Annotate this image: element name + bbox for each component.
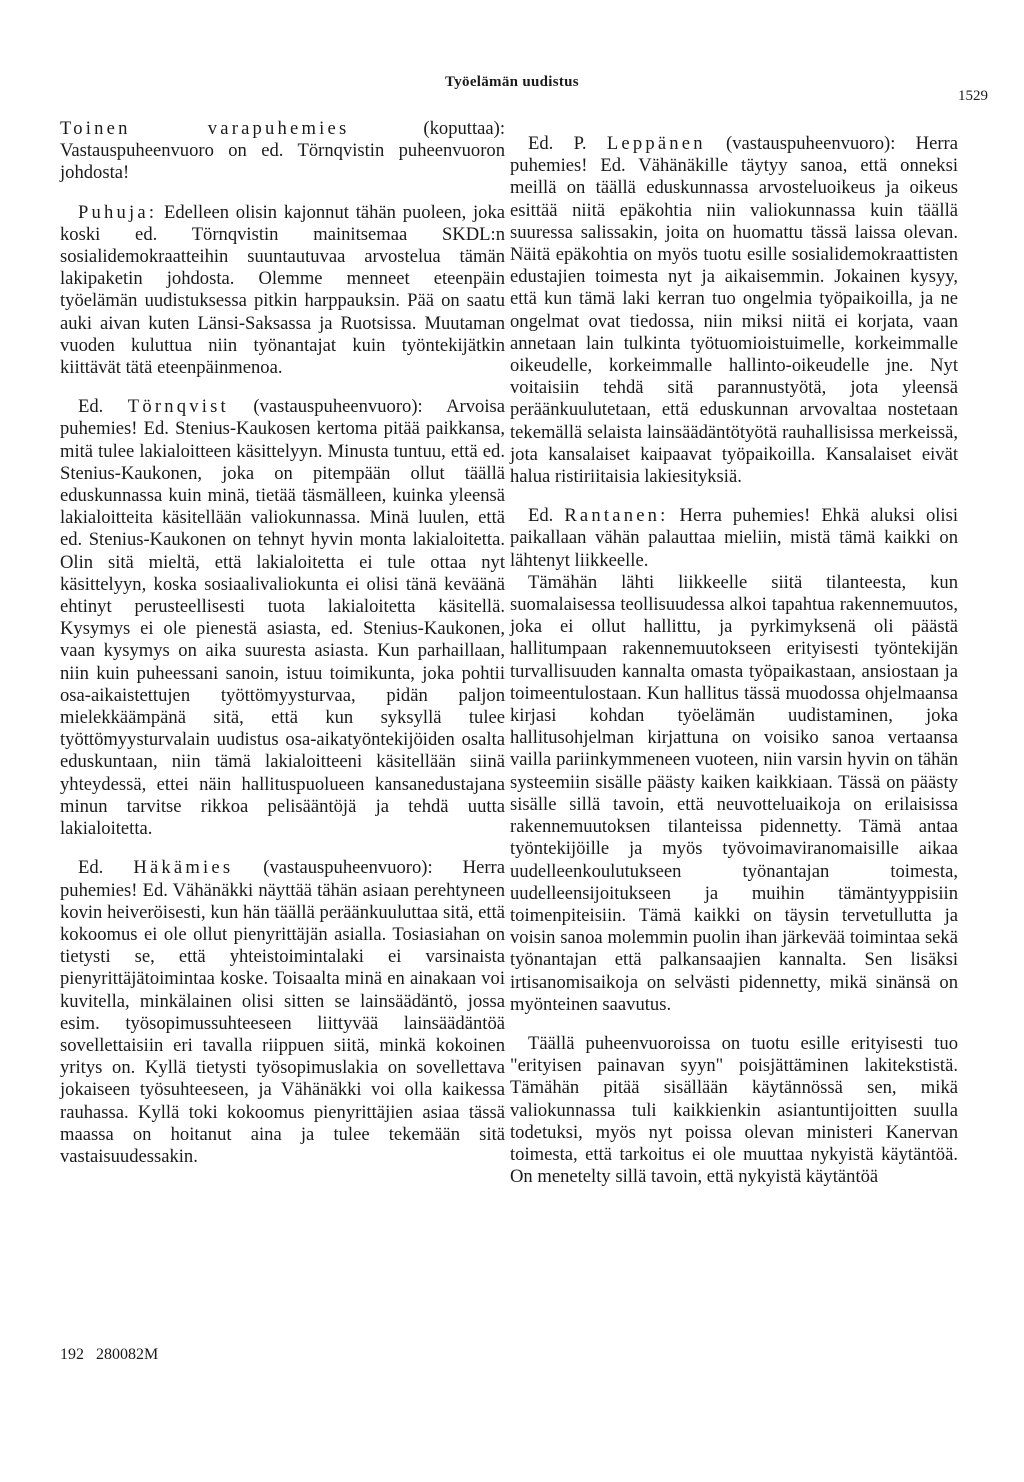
speaker-prefix: Ed. [528,505,565,527]
footer-code [60,1346,158,1364]
left-column [60,118,505,1168]
paragraph-text: (koputtaa): Vastauspuheenvuoro on ed. Törnqvistin puheenvuoron johdosta! [60,118,505,184]
paragraph [60,857,505,1168]
paragraph-text: (vastauspuheenvuoro): Herra puhemies! Ed. Vähänäkki näyttää tähän asiaan perehtyneen kovin heiveröisesti, kun hän täällä peräänkuuluttaa sitä, että kokoomus ei ole ollut pienyrittäjän asialla. Tosiasiahan on tietysti se, että yhteistoimintalaki ei varsinaista pienyrittäjätoimintaa koske. Toisaalta minä en ainakaan voi kuvitella, minkälainen olisi sitten se lainsäädäntö, jossa esim. työsopimussuhteeseen liittyvää lainsäädäntöä sovellettaisiin eri tavalla riippuen siitä, minkä kokoinen yritys on. Kyllä tietysti työsopimuslakia on sovellettava jokaiseen työsuhteeseen, ja Vähänäkki voi olla kaikessa rauhassa. Kyllä toki kokoomus pienyrittäjien asiaa tässä maassa on hoitanut aina ja tulee tekemään sitä vastaisuudessakin. [60,857,505,1167]
running-title: Työelämän uudistus [445,74,579,90]
paragraph-text: Herra puhemies! Ehkä aluksi olisi paikallaan vähän palauttaa mieliin, mistä tämä kaikki on lähtenyt liikkeelle. [510,505,958,571]
paragraph [60,118,505,185]
paragraph-text: (vastauspuheenvuoro): Arvoisa puhemies! Ed. Stenius-Kaukosen kertoma pitää paikkansa, mitä tulee lakialoitteen käsittelyyn. Minusta tuntuu, että ed. Stenius-Kaukonen, joka on pitempään ollut täällä eduskunnassa kuin minä, tietää täsmälleen, kuinka yleensä lakialoitteita käsitellään valiokunnassa. Minä luulen, että ed. Stenius-Kaukonen on tehnyt hyvin monta lakialoitetta. Olin sitä mieltä, että lakialoitetta ei tule ottaa nyt käsittelyyn, koska sosiaalivaliokunta ei olisi tänä keväänä ehtinyt perusteellisesti tuota lakialoitetta käsitellä. Kysymys ei ole pienestä asiasta, ed. Stenius-Kaukonen, vaan kysymys on aika suuresta asiasta. Kun parhaillaan, niin kuin puheessani sanoin, istuu toimikunta, joka pohtii osa-aikaistettujen työttömyysturvaa, pidän paljon mielekkäämpänä sitä, että kun syksyllä tulee työttömyysturvalain uudistus osa-aikatyöntekijöiden osalta eduskuntaan, niin tämä lakialoitteeni käsitellään siinä yhteydessä, ettei näin hallituspuolueen kansanedustajana minun tarvitse rikkoa pelisääntöjä ja tehdä uutta lakialoitetta. [60,396,505,840]
right-column [510,133,958,1188]
speaker-name: Häkämies [133,857,234,879]
speaker-name: Törnqvist [127,396,229,418]
paragraph [60,396,505,840]
paragraph [60,202,505,380]
footer-text: 192 280082M [60,1346,159,1363]
speaker-name: Rantanen: [564,505,669,527]
speaker-name: Puhuja: [78,201,158,223]
speaker-prefix: Ed. P. [528,133,607,154]
paragraph: Täällä puheenvuoroissa on tuotu esille erityisesti tuo "erityisen painavan syyn" poisjättäminen lakitekstistä. Tämähän pitää sisällään käytännössä sen, mikä valiokunnassa tuli kaikkienkin asiantuntijoitten suulla todetuksi, myös nyt poissa olevan ministeri Kanervan toimesta, että tarkoitus ei ole muuttaa nykyistä käytäntöä. On menetelty sillä tavoin, että nykyistä käytäntöä [510,1032,958,1188]
speaker-name: Leppänen [606,133,706,154]
paragraph-text: (vastauspuheenvuoro): Herra puhemies! Ed. Vähänäkille täytyy sanoa, että onneksi meillä on täällä eduskunnassa arvosteluoikeus ja oikeus esittää niitä epäkohtia niin valiokunnassa kuin täällä suuressa salissakin, joita on huomattu tässä laissa olevan. Näitä epäkohtia on myös tuotu esille sosialidemokraattisten edustajien toimesta nyt ja aikaisemmin. Jokainen kysyy, että kun tämä laki kerran tuo ongelmia työpaikoilla, ja ne ongelmat ovat tiedossa, niin miksi niitä ei korjata, vaan annetaan lain tulkinta työtuomioistuimelle, korkeimmalle oikeudelle, korkeimmalle hallinto-oikeudelle jne. Nyt voitaisiin tehdä sitä parannustyötä, jota yleensä peräänkuulutetaan, että eduskunnan arvovaltaa nostetaan tekemällä selaista lainsäädäntötyötä rauhallisissa merkeissä, jota kansalaiset kaipaavat työpaikoilla. Kansalaiset eivät halua ristiriitaisia lakiesityksiä. [510,133,958,488]
speaker-prefix: Ed. [78,857,134,879]
speaker-name: Toinen varapuhemies [60,118,350,139]
paragraph [510,133,958,488]
paragraph [510,505,958,572]
speaker-prefix: Ed. [78,396,128,418]
page-number: 1529 [958,88,988,104]
paragraph: Tämähän lähti liikkeelle siitä tilanteesta, kun suomalaisessa teollisuudessa alkoi tapahtua rakennemuutos, joka ei ollut hallittu, ja pyrkimyksenä oli päästä hallitumpaan rakennemuutokseen erityisesti työntekijän turvallisuuden kannalta omasta työpaikastaan, ansiostaan ja toimeentulostaan. Kun hallitus tässä muodossa ohjelmaansa kirjasi kohdan työelämän uudistaminen, joka hallitusohjelman kirjattuna on voisiko sanoa vertaansa vailla pariinkymmeneen vuoteen, niin varsin hyvin on tähän systeemiin sisälle päästy kaiken kaikkiaan. Tässä on päästy sisälle sillä tavoin, että neuvotteluaikoja on erilaisissa rakennemuutoksen tilanteissa pidennetty. Tämä antaa työntekijöille ja myös työvoimaviranomaisille aikaa uudelleenkoulutukseen työnantajan toimesta, uudelleensijoitukseen ja muihin tämäntyyppisiin toimenpiteisiin. Tämä kaikki on täysin tervetullutta ja voisin sanoa molemmin puolin ihan järkevää toimintaa sekä työnantajan että palkansaajien kannalta. Sen lisäksi irtisanomisaikoja on selvästi pidennetty, mikä sinänsä on myönteinen saavutus. [510,571,958,1015]
paragraph-text: Edelleen olisin kajonnut tähän puoleen, joka koski ed. Törnqvistin mainitsemaa SKDL:n sosialidemokraatteihin suuntautuvaa arvostelua tämän lakipaketin johdosta. Olemme menneet eteenpäin työelämän uudistuksessa pitkin harppauksin. Pää on saatu auki aivan kuten Länsi-Saksassa ja Ruotsissa. Muutaman vuoden kuluttua niin työnantajat kuin työntekijätkin kiittävät tätä eteenpäinmenoa. [60,201,505,379]
